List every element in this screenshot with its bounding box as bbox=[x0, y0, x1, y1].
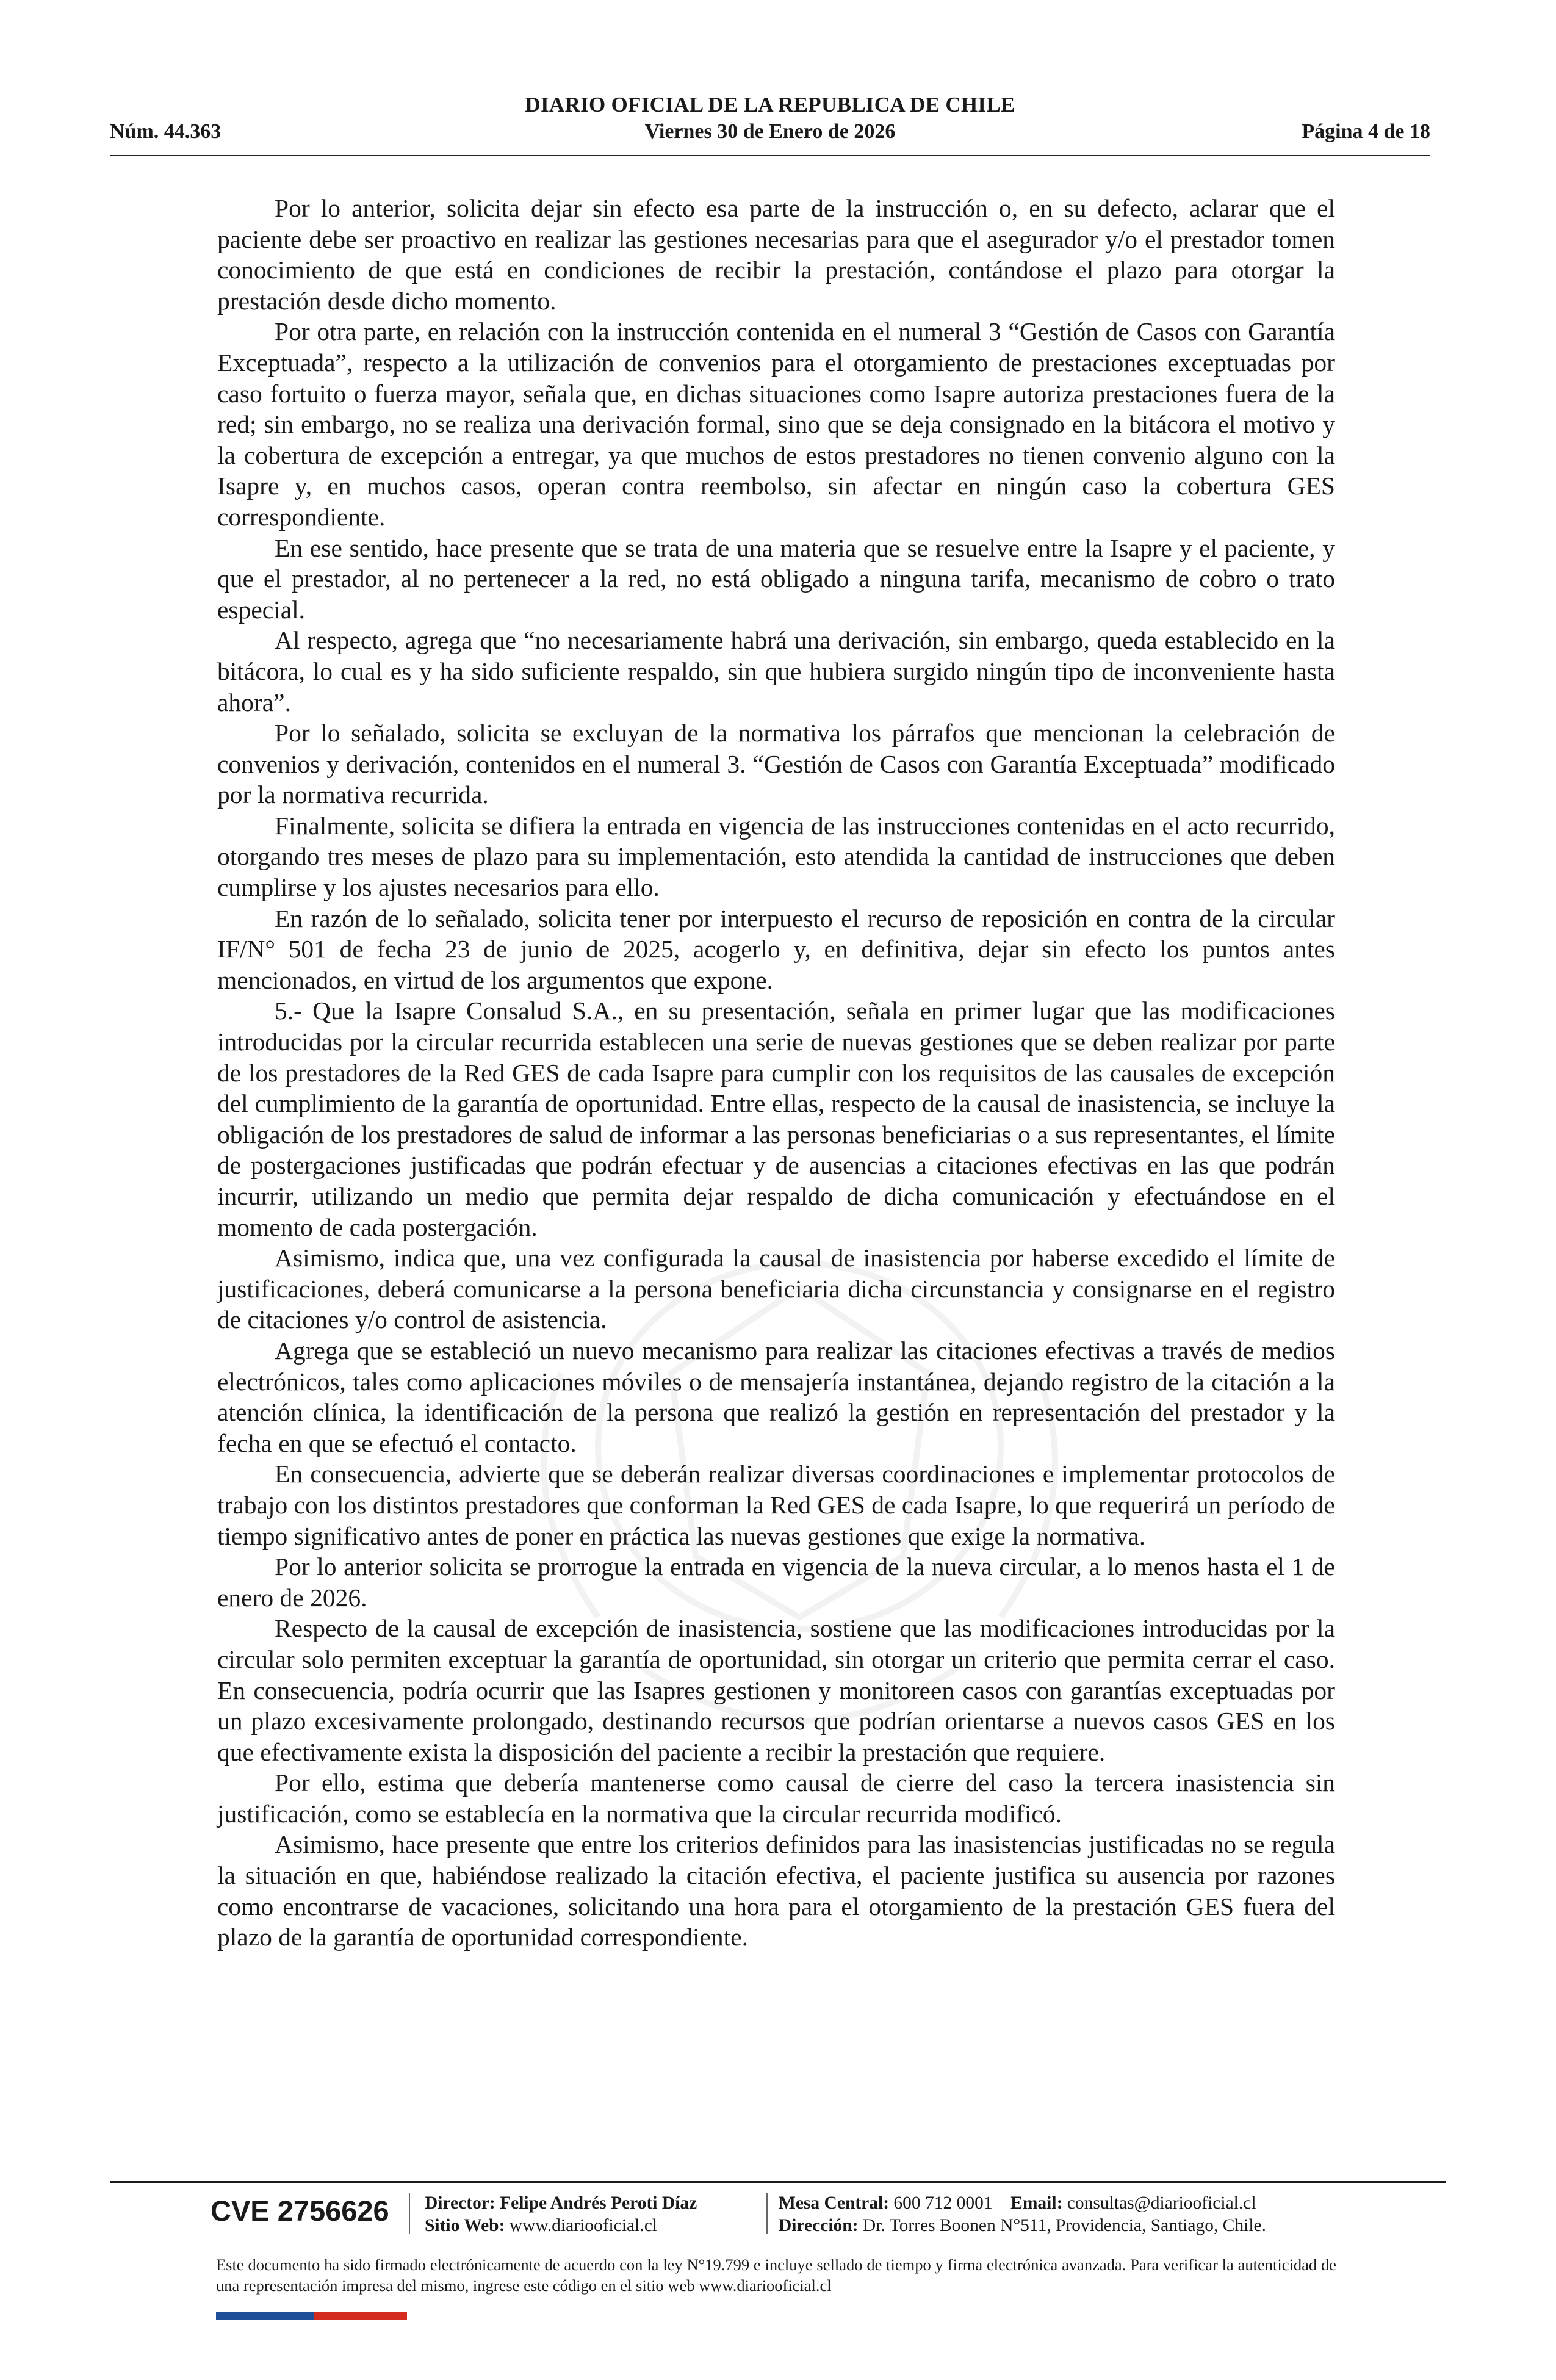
body-paragraph: Asimismo, indica que, una vez configurada la causal de inasistencia por haberse excedido el límite de justificaciones, deberá comunicarse a la persona beneficiaria dicha circunstancia y consignarse en el registro de citaciones y/o control de asistencia. bbox=[217, 1244, 1335, 1334]
body-paragraph: Al respecto, agrega que “no necesariamente habrá una derivación, sin embargo, queda establecido en la bitácora, lo cual es y ha sido suficiente respaldo, sin que hubiera surgido ningún tipo de inconveniente hasta ahora”. bbox=[217, 626, 1335, 716]
footer-separator bbox=[409, 2193, 410, 2234]
footer-separator bbox=[766, 2193, 768, 2234]
body-paragraph: Finalmente, solicita se difiera la entrada en vigencia de las instrucciones contenidas en el acto recurrido, otorgando tres meses de plazo para su implementación, esto atendida la cantidad de instrucciones que deben cumplirse y los ajustes necesarios para ello. bbox=[217, 811, 1335, 902]
footer-contact-block bbox=[779, 2192, 1266, 2237]
flag-red-segment bbox=[314, 2312, 407, 2320]
body-paragraph: Respecto de la causal de excepción de inasistencia, sostiene que las modificaciones introducidas por la circular solo permiten exceptuar la garantía de oportunidad, sin otorgar un criterio que permita cerrar el caso. En consecuencia, podría ocurrir que las Isapres gestionen y monitoreen casos con garantías exceptuadas por un plazo excesivamente prolongado, destinando recursos que podrían orientarse a nuevos casos GES en los que efectivamente exista la disposición del paciente a recibir la prestación que requiere. bbox=[217, 1614, 1335, 1766]
chile-flag-bar bbox=[216, 2312, 407, 2320]
body-paragraph: 5.- Que la Isapre Consalud S.A., en su presentación, señala en primer lugar que las modificaciones introducidas por la circular recurrida establecen una serie de nuevas gestiones que se deben realizar por parte de los prestadores de la Red GES de cada Isapre para cumplir con los requisitos de las causales de excepción del cumplimiento de la garantía de oportunidad. Entre ellas, respecto de la causal de inasistencia, se incluye la obligación de los prestadores de salud de informar a las personas beneficiarias o a sus representantes, el límite de postergaciones justificadas que podrán efectuar y de ausencias a citaciones efectivas en las que podrán incurrir, utilizando un medio que permita dejar respaldo de dicha comunicación y efectuándose en el momento de cada postergación. bbox=[217, 997, 1335, 1241]
body-paragraph: Por otra parte, en relación con la instrucción contenida en el numeral 3 “Gestión de Casos con Garantía Exceptuada”, respecto a la utilización de convenios para el otorgamiento de prestaciones exceptuadas por caso fortuito o fuerza mayor, señala que, en dichas situaciones como Isapre autoriza prestaciones fuera de la red; sin embargo, no se realiza una derivación formal, sino que se deja consignado en la bitácora el motivo y la cobertura de excepción a entregar, ya que muchos de estos prestadores no tienen convenio alguno con la Isapre y, en muchos casos, operan contra reembolso, sin afectar en ningún caso la cobertura GES correspondiente. bbox=[217, 317, 1335, 531]
page-number: Página 4 de 18 bbox=[1302, 120, 1430, 143]
flag-blue-segment bbox=[216, 2312, 314, 2320]
address-value: Dr. Torres Boonen N°511, Providencia, Santiago, Chile. bbox=[862, 2216, 1267, 2235]
issue-number: Núm. 44.363 bbox=[110, 120, 222, 143]
body-paragraph: Por lo anterior solicita se prorrogue la entrada en vigencia de la nueva circular, a lo menos hasta el 1 de enero de 2026. bbox=[217, 1552, 1335, 1612]
body-paragraph: Por lo anterior, solicita dejar sin efecto esa parte de la instrucción o, en su defecto, aclarar que el paciente debe ser proactivo en realizar las gestiones necesarias para que el asegurador y/o el prestador tomen conocimiento de que está en condiciones de recibir la prestación, contándose el plazo para otorgar la prestación desde dicho momento. bbox=[217, 194, 1335, 315]
body-paragraph: En consecuencia, advierte que se deberán realizar diversas coordinaciones e implementar protocolos de trabajo con los distintos prestadores que conforman la Red GES de cada Isapre, lo que requerirá un período de tiempo significativo antes de poner en práctica las nuevas gestiones que exige la normativa. bbox=[217, 1460, 1335, 1550]
header-divider bbox=[110, 155, 1430, 156]
email-link[interactable]: consultas@diariooficial.cl bbox=[1067, 2193, 1256, 2213]
document-body bbox=[217, 193, 1335, 1953]
address-label: Dirección: bbox=[779, 2216, 859, 2235]
body-paragraph: En razón de lo señalado, solicita tener por interpuesto el recurso de reposición en contra de la circular IF/N° 501 de fecha 23 de junio de 2025, acogerlo y, en definitiva, dejar sin efecto los puntos antes mencionados, en virtud de los argumentos que expone. bbox=[217, 904, 1335, 994]
body-paragraph: Agrega que se estableció un nuevo mecanismo para realizar las citaciones efectivas a través de medios electrónicos, tales como aplicaciones móviles o de mensajería instantánea, dejando registro de la citación a la atención clínica, la identificación de la persona que realizó la gestión en representación del prestador y la fecha en que se efectuó el contacto. bbox=[217, 1336, 1335, 1457]
signature-disclaimer: Este documento ha sido firmado electrónicamente de acuerdo con la ley N°19.799 e incluye sellado de tiempo y firma electrónica avanzada. Para verificar la autenticidad de una representación impresa del mismo, ingrese este código en el sitio web www.diariooficial.cl bbox=[216, 2256, 1336, 2295]
newspaper-title: DIARIO OFICIAL DE LA REPUBLICA DE CHILE bbox=[525, 93, 1015, 117]
body-paragraph: Por ello, estima que debería mantenerse como causal de cierre del caso la tercera inasistencia sin justificación, como se establecía en la normativa que la circular recurrida modificó. bbox=[217, 1769, 1335, 1828]
footer-director-block bbox=[425, 2192, 697, 2237]
site-label: Sitio Web: bbox=[425, 2216, 505, 2235]
director-name: Felipe Andrés Peroti Díaz bbox=[500, 2193, 697, 2213]
footer-divider bbox=[110, 2181, 1446, 2183]
body-paragraph: Asimismo, hace presente que entre los criterios definidos para las inasistencias justificadas no se regula la situación en que, habiéndose realizado la citación efectiva, el paciente justifica su ausencia por razones como encontrarse de vacaciones, solicitando una hora para el otorgamiento de la prestación GES fuera del plazo de la garantía de oportunidad correspondiente. bbox=[217, 1830, 1335, 1952]
phone-value: 600 712 0001 bbox=[893, 2193, 993, 2213]
cve-code: CVE 2756626 bbox=[211, 2194, 389, 2227]
director-label: Director: bbox=[425, 2193, 495, 2213]
site-link[interactable]: www.diariooficial.cl bbox=[509, 2216, 657, 2235]
body-paragraph: Por lo señalado, solicita se excluyan de la normativa los párrafos que mencionan la celebración de convenios y derivación, contenidos en el numeral 3. “Gestión de Casos con Garantía Exceptuada” modificado por la normativa recurrida. bbox=[217, 719, 1335, 809]
page-header bbox=[110, 92, 1430, 154]
body-paragraph: En ese sentido, hace presente que se trata de una materia que se resuelve entre la Isapre y el paciente, y que el prestador, al no pertenecer a la red, no está obligado a ninguna tarifa, mecanismo de cobro o trato especial. bbox=[217, 533, 1335, 624]
email-label: Email: bbox=[1010, 2193, 1063, 2213]
phone-label: Mesa Central: bbox=[779, 2193, 890, 2213]
issue-date: Viernes 30 de Enero de 2026 bbox=[644, 120, 896, 143]
